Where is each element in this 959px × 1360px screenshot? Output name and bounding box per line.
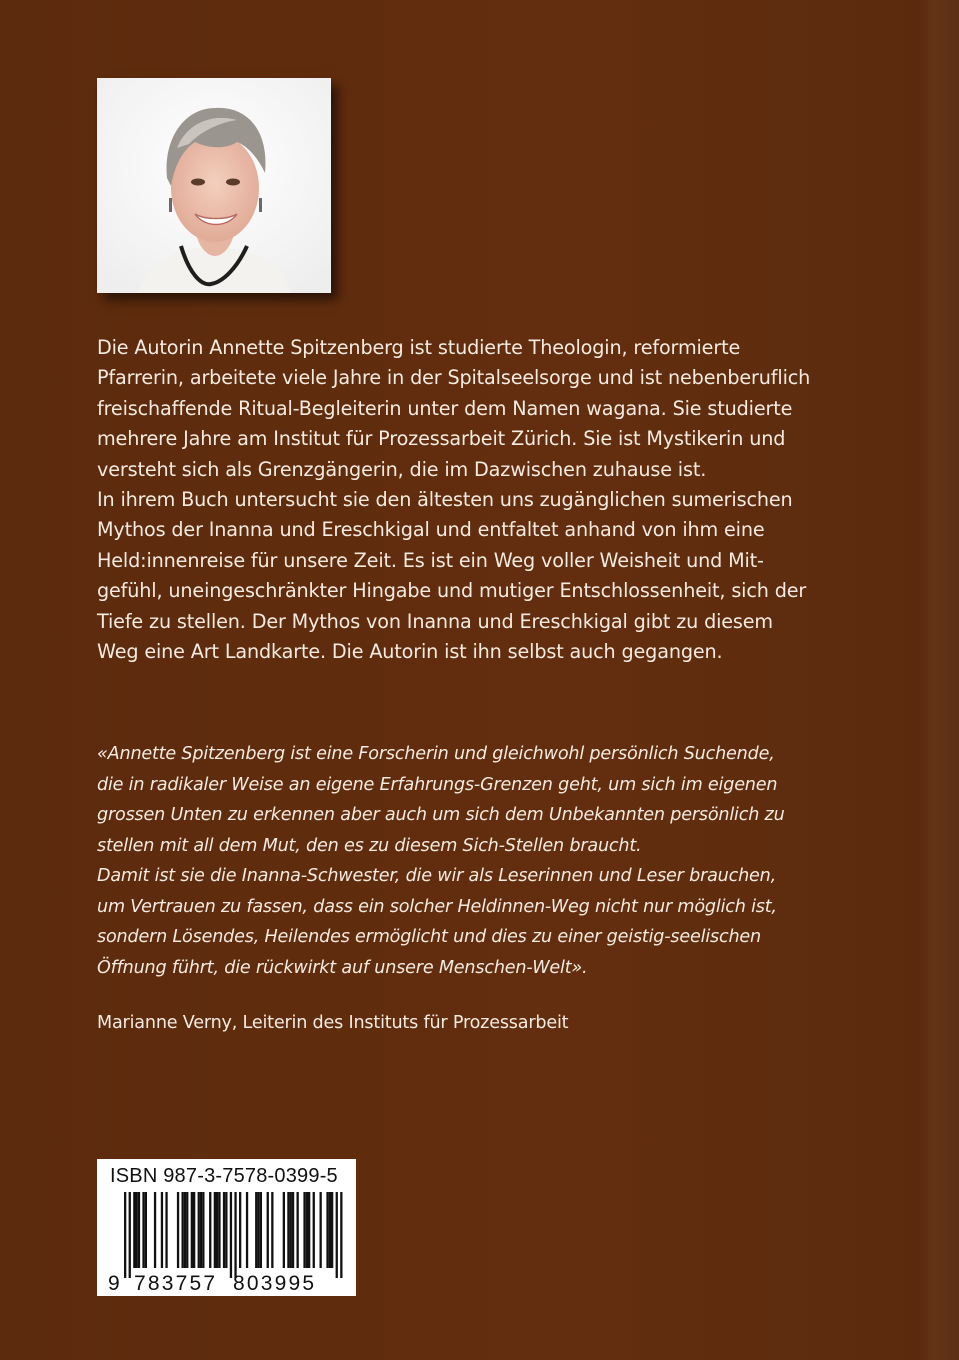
quote-line: grossen Unten zu erkennen aber auch um sich dem Unbekannten persönlich zu: [97, 805, 785, 825]
barcode-guard-bar: [129, 1192, 131, 1278]
barcode-bar: [246, 1192, 248, 1268]
barcode-bar: [198, 1192, 200, 1268]
barcode-bar: [331, 1192, 333, 1268]
barcode-bar: [308, 1192, 310, 1268]
bio-line: gefühl, uneingeschränkter Hingabe und mutiger Entschlossenheit, sich der: [97, 579, 807, 603]
barcode-graphic: [97, 1159, 356, 1296]
spine-edge-texture: [919, 0, 959, 1360]
barcode-bar: [283, 1192, 285, 1268]
barcode-bar: [214, 1192, 216, 1268]
barcode-bar: [320, 1192, 322, 1268]
barcode-bar: [255, 1192, 257, 1268]
barcode-bar: [292, 1192, 294, 1268]
bio-line: In ihrem Buch untersucht sie den ältesten uns zugänglichen sumerischen: [97, 488, 793, 512]
barcode-guard-bar: [340, 1192, 342, 1278]
barcode-bar: [186, 1192, 188, 1268]
barcode-bar: [267, 1192, 269, 1268]
ean-right-group: 803995: [233, 1272, 317, 1295]
barcode-guard-bar: [124, 1192, 126, 1278]
barcode-bar: [271, 1192, 273, 1268]
barcode-bar: [182, 1192, 184, 1268]
barcode-bar: [142, 1192, 144, 1268]
barcode-guard-bar: [336, 1192, 338, 1278]
quote-line: «Annette Spitzenberg ist eine Forscherin und gleichwohl persönlich Suchende,: [97, 744, 775, 764]
barcode-bar: [209, 1192, 211, 1268]
review-quote: [97, 739, 827, 983]
bio-line: Weg eine Art Landkarte. Die Autorin ist ihn selbst auch gegangen.: [97, 640, 723, 664]
barcode-bar: [306, 1192, 308, 1268]
bio-line: Held:innenreise für unsere Zeit. Es ist ein Weg voller Weisheit und Mit-: [97, 548, 764, 572]
barcode-bar: [260, 1192, 262, 1268]
barcode-bar: [184, 1192, 186, 1268]
barcode-bar: [154, 1192, 156, 1268]
quote-attribution: Marianne Verny, Leiterin des Instituts für Prozessarbeit: [97, 1013, 569, 1033]
bio-line: Pfarrerin, arbeitete viele Jahre in der Spitalseelsorge und ist nebenberuflich: [97, 366, 811, 390]
barcode-bar: [138, 1192, 140, 1268]
barcode-bar: [326, 1192, 328, 1268]
barcode-bar: [200, 1192, 202, 1268]
ean-left-group: 783757: [134, 1272, 218, 1295]
barcode-bar: [216, 1192, 218, 1268]
isbn-barcode: [97, 1159, 356, 1296]
quote-line: stellen mit all dem Mut, den es zu diesem Sich-Stellen braucht.: [97, 835, 642, 856]
barcode-guard-bar: [234, 1192, 236, 1278]
bio-line: versteht sich als Grenzgängerin, die im Dazwischen zuhause ist.: [97, 457, 707, 481]
isbn-label: ISBN 987-3-7578-0399-5: [110, 1165, 338, 1187]
barcode-bar: [287, 1192, 289, 1268]
barcode-guard-bar: [230, 1192, 232, 1278]
author-portrait-illustration: [97, 78, 331, 293]
bio-line: freischaffende Ritual-Begleiterin unter dem Namen wagana. Sie studierte: [97, 396, 793, 420]
barcode-bar: [177, 1192, 179, 1268]
quote-line: Öffnung führt, die rückwirkt auf unsere Menschen-Welt».: [97, 957, 588, 978]
author-photo: [97, 78, 331, 293]
bio-line: mehrere Jahre am Institut für Prozessarbeit Zürich. Sie ist Mystikerin und: [97, 427, 786, 451]
barcode-bar: [290, 1192, 292, 1268]
quote-line: sondern Lösendes, Heilendes ermöglicht und dies zu einer geistig-seelischen: [97, 927, 761, 947]
barcode-bar: [161, 1192, 163, 1268]
author-biography: [97, 333, 817, 667]
bio-line: Mythos der Inanna und Ereschkigal und entfaltet anhand von ihm eine: [97, 518, 765, 542]
barcode-bar: [303, 1192, 305, 1268]
quote-line: die in radikaler Weise an eigene Erfahrungs-Grenzen geht, um sich im eigenen: [97, 774, 778, 795]
barcode-bar: [297, 1192, 299, 1268]
barcode-bar: [193, 1192, 195, 1268]
barcode-bar: [313, 1192, 315, 1268]
barcode-bar: [202, 1192, 204, 1268]
quote-line: Damit ist sie die Inanna-Schwester, die wir als Leserinnen und Leser brauchen,: [97, 866, 777, 886]
barcode-bar: [218, 1192, 220, 1268]
ean-first-digit: 9: [108, 1272, 120, 1295]
barcode-bar: [329, 1192, 331, 1268]
quote-line: um Vertrauen zu fassen, dass ein solcher Heldinnen-Weg nicht nur möglich ist,: [97, 896, 777, 917]
barcode-bar: [136, 1192, 138, 1268]
barcode-bar: [191, 1192, 193, 1268]
bio-line: Tiefe zu stellen. Der Mythos von Inanna und Ereschkigal gibt zu diesem: [97, 609, 773, 633]
bio-line: Die Autorin Annette Spitzenberg ist studierte Theologin, reformierte: [97, 336, 741, 359]
barcode-bar: [257, 1192, 259, 1268]
barcode-bar: [145, 1192, 147, 1268]
barcode-bar: [223, 1192, 225, 1268]
barcode-bar: [165, 1192, 167, 1268]
barcode-bar: [133, 1192, 135, 1268]
barcode-bar: [225, 1192, 227, 1268]
barcode-bar: [239, 1192, 241, 1268]
